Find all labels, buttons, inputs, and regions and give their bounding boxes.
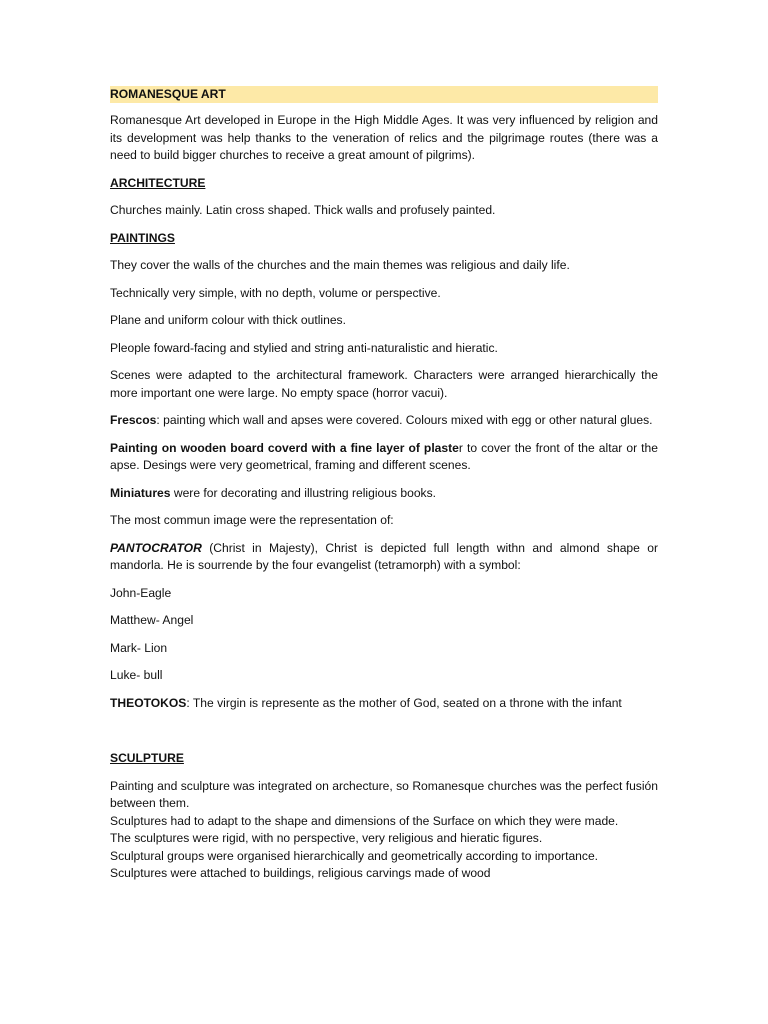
- evangelist-item: Matthew- Angel: [110, 613, 194, 627]
- pantocrator-paragraph: [110, 540, 658, 575]
- theotokos-label: THEOTOKOS: [110, 695, 187, 710]
- sculpture-heading: SCULPTURE: [110, 751, 184, 765]
- miniatures-label: Miniatures: [110, 485, 171, 500]
- wooden-board-label: Painting on wooden board coverd with a fine layer of plaste: [110, 440, 459, 455]
- sculpture-body: [110, 778, 658, 883]
- paintings-paragraph-4: Pleople foward-facing and stylied and string anti-naturalistic and hieratic.: [110, 340, 498, 355]
- sculpture-line: Sculptures had to adapt to the shape and dimensions of the Surface on which they were made.: [110, 813, 619, 828]
- common-image-paragraph: The most commun image were the representation of:: [110, 513, 394, 527]
- sculpture-line: The sculptures were rigid, with no perspective, very religious and hieratic figures.: [110, 831, 543, 845]
- document-title: ROMANESQUE ART: [110, 86, 658, 103]
- sculpture-line: Sculptural groups were organised hierarchically and geometrically according to importance.: [110, 848, 599, 863]
- frescos-label: Frescos: [110, 413, 157, 427]
- sculpture-line: Sculptures were attached to buildings, religious carvings made of wood: [110, 866, 491, 880]
- pantocrator-label: PANTOCRATOR: [110, 540, 202, 555]
- frescos-paragraph: [110, 412, 658, 430]
- wooden-board-text: r to cover the front of the altar or the apse. Desings were very geometrical, framing and different scenes.: [110, 440, 658, 472]
- architecture-heading: ARCHITECTURE: [110, 175, 206, 190]
- miniatures-paragraph: [110, 485, 658, 503]
- evangelist-item: Luke- bull: [110, 668, 163, 682]
- pantocrator-text: (Christ in Majesty), Christ is depicted full length withn and almond shape or mandorla. He is sourrende by the four evangelist (tetramorph) with a symbol:: [110, 540, 658, 572]
- architecture-text: Churches mainly. Latin cross shaped. Thick walls and profusely painted.: [110, 203, 496, 217]
- sculpture-line: Painting and sculpture was integrated on archecture, so Romanesque churches was the perfect fusión between them.: [110, 778, 658, 810]
- paintings-heading: PAINTINGS: [110, 230, 175, 245]
- evangelist-item: John-Eagle: [110, 585, 172, 600]
- intro-paragraph: Romanesque Art developed in Europe in the High Middle Ages. It was very influenced by religion and its development was help thanks to the veneration of relics and the pilgrimage routes (there was a need to build bigger churches to receive a great amount of pilgrims).: [110, 113, 658, 162]
- document-page: [110, 86, 658, 883]
- paintings-paragraph-3: Plane and uniform colour with thick outlines.: [110, 313, 346, 327]
- evangelist-item: Mark- Lion: [110, 640, 168, 655]
- theotokos-paragraph: [110, 695, 658, 713]
- miniatures-text: were for decorating and illustring religious books.: [170, 485, 437, 500]
- paintings-paragraph-2: Technically very simple, with no depth, volume or perspective.: [110, 285, 441, 300]
- frescos-text: : painting which wall and apses were covered. Colours mixed with egg or other natural glues.: [156, 413, 653, 427]
- paintings-paragraph-1: They cover the walls of the churches and the main themes was religious and daily life.: [110, 258, 570, 272]
- wooden-board-paragraph: [110, 440, 658, 475]
- paintings-paragraph-5: Scenes were adapted to the architectural framework. Characters were arranged hierarchically the more important one were large. No empty space (horror vacui).: [110, 368, 658, 400]
- theotokos-text: : The virgin is represente as the mother of God, seated on a throne with the infant: [186, 695, 622, 710]
